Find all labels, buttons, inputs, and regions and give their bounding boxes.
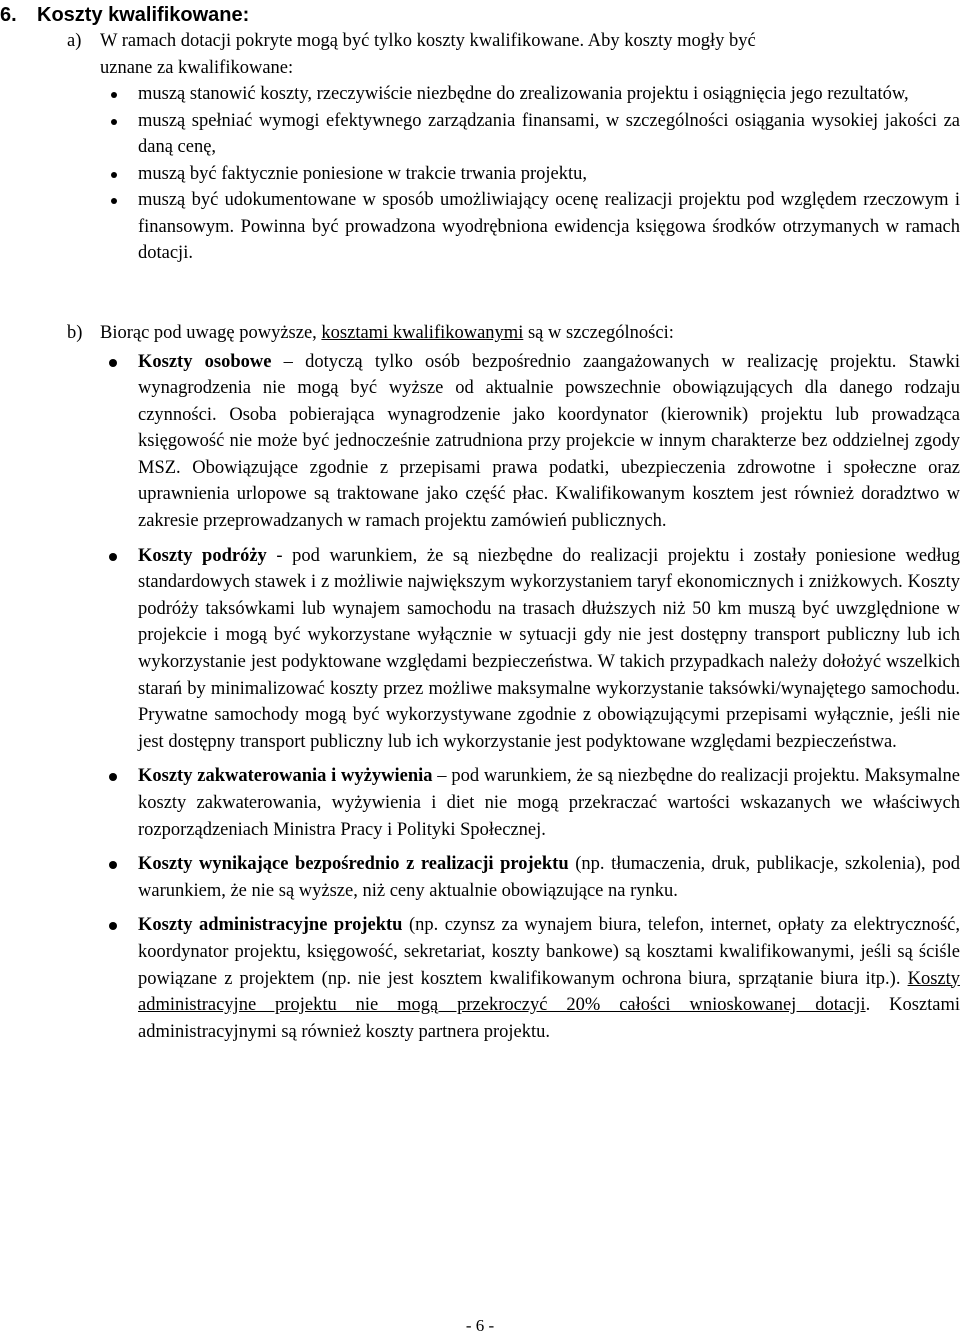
section-heading [0, 2, 249, 28]
list-item-travel-costs [34, 543, 960, 756]
list-item-administrative-costs [34, 912, 960, 1045]
list-item [34, 161, 960, 188]
part-a-intro-rest: uznane za kwalifikowane: [100, 57, 294, 78]
part-b [67, 320, 960, 1045]
bullet-icon [109, 773, 117, 781]
qualified-costs-term: kosztami kwalifikowanymi [321, 323, 524, 343]
list-item-text: muszą spełniać wymogi efektywnego zarządzania finansami, w szczególności osiągania wysokiej jakości za daną cenę, [138, 110, 960, 157]
bullet-icon [111, 172, 117, 178]
part-b-intro-before: Biorąc pod uwagę powyższe, [100, 323, 322, 343]
bullet-icon [109, 553, 117, 561]
bullet-icon [109, 359, 117, 367]
part-a-intro-first: W ramach dotacji pokryte mogą być tylko koszty kwalifikowane. Aby koszty mogły być [100, 31, 756, 51]
part-b-label: b) [67, 323, 83, 343]
section-number: 6. [0, 4, 17, 26]
bullet-icon [111, 92, 117, 98]
list-item [34, 187, 960, 267]
item-text: - pod warunkiem, że są niezbędne do realizacji projektu i zostały poniesione według standardowych stawek i z możliwie największym wykorzystaniem taryf ekonomicznych i zniżkowych. Koszty podróży taksówkami lub wynajem samochodu na trasach dłuższych niż 50 km muszą być uwzględnione w projekcie i mogą być wykorzystane wyłącznie w sytuacji gdy nie jest dostępny transport publiczny lub ich wykorzystanie jest podyktowane względami bezpieczeństwa. W takich przypadkach należy dołożyć wszelkich starań by minimalizować koszty przez możliwe maksymalne wykorzystanie taksówki/wynajętego samochodu. Prywatne samochody mogą być wykorzystywane zgodnie z obowiązującymi przepisami wyłącznie, jeśli nie jest dostępny transport publiczny lub ich wykorzystanie jest podyktowane względami bezpieczeństwa. [138, 545, 960, 752]
part-b-intro-after: są w szczególności: [523, 323, 674, 343]
list-item [34, 81, 960, 108]
item-underlined-text: Koszty administracyjne projektu nie mogą przekroczyć 20% całości wnioskowanej dotacji [138, 968, 960, 1016]
bullet-icon [111, 198, 117, 204]
list-item-text: muszą być udokumentowane w sposób umożliwiający ocenę realizacji projektu pod względem rzeczowym i finansowym. Powinna być prowadzona wyodrębniona ewidencja księgowa środków otrzymanych w ramach dotacji. [138, 190, 960, 263]
item-text: – pod warunkiem, że są niezbędne do realizacji projektu. Maksymalne koszty zakwaterowania, wyżywienia i diet nie mogą przekraczać wartości wskazanych we właściwych rozporządzeniach Ministra Pracy i Polityki Społecznej. [138, 766, 960, 840]
part-b-intro [67, 320, 960, 347]
part-a-intro [67, 28, 960, 81]
list-item-text: muszą być faktycznie poniesione w trakcie trwania projektu, [138, 163, 587, 184]
part-b-list [34, 349, 960, 1046]
section-title: Koszty kwalifikowane: [37, 4, 250, 26]
list-item-personnel-costs [34, 349, 960, 535]
item-title: Koszty wynikające bezpośrednio z realizacji projektu [138, 854, 569, 875]
part-a [67, 28, 960, 267]
bullet-icon [109, 861, 117, 869]
list-item-direct-costs [34, 851, 960, 904]
bullet-icon [111, 119, 117, 125]
item-title: Koszty osobowe [138, 351, 272, 372]
part-a-list [34, 81, 960, 267]
item-text: (np. tłumaczenia, druk, publikacje, szkolenia), pod warunkiem, że nie są wyższe, niż ceny aktualnie obowiązujące na rynku. [138, 854, 960, 901]
list-item-text: muszą stanowić koszty, rzeczywiście niezbędne do zrealizowania projektu i osiągnięcia jego rezultatów, [138, 84, 909, 104]
item-title: Koszty podróży [138, 545, 267, 566]
part-a-label: a) [67, 31, 82, 51]
item-title: Koszty zakwaterowania i wyżywienia [138, 766, 433, 787]
page-number: - 6 - [465, 1316, 495, 1335]
item-text: – dotyczą tylko osób bezpośrednio zaangażowanych w realizację projektu. Stawki wynagrodzenia nie mogą być wyższe od aktualnie powszechnie obowiązujących dla danego rodzaju czynności. Osoba pobierająca wynagrodzenie jako koordynator (kierownik) projektu lub prowadząca księgowość nie może być jednocześnie zatrudniona przy projekcie w innym charakterze bez oddzielnej zgody MSZ. Obowiązujące zgodnie z przepisami prawa podatki, ubezpieczenia zdrowotne i społeczne oraz uprawnienia urlopowe są traktowane jako część płac. Kwalifikowanym kosztem jest również doradztwo w zakresie przeprowadzanych w ramach projektu zamówień publicznych. [138, 351, 960, 532]
list-item [34, 108, 960, 161]
bullet-icon [109, 922, 117, 930]
item-text: (np. czynsz za wynajem biura, telefon, internet, opłaty za elektryczność, koordynator projektu, księgowość, sekretariat, koszty bankowe) są kosztami kwalifikowanymi, jeśli są ściśle powiązane z projektem (np. nie jest kosztem kwalifikowanym ochrona biura, sprzątanie biura itp.). [138, 915, 960, 989]
item-text-after: . Kosztami administracyjnymi są również koszty partnera projektu. [138, 995, 960, 1042]
item-title: Koszty administracyjne projektu [138, 915, 403, 936]
list-item-accommodation-costs [34, 763, 960, 843]
